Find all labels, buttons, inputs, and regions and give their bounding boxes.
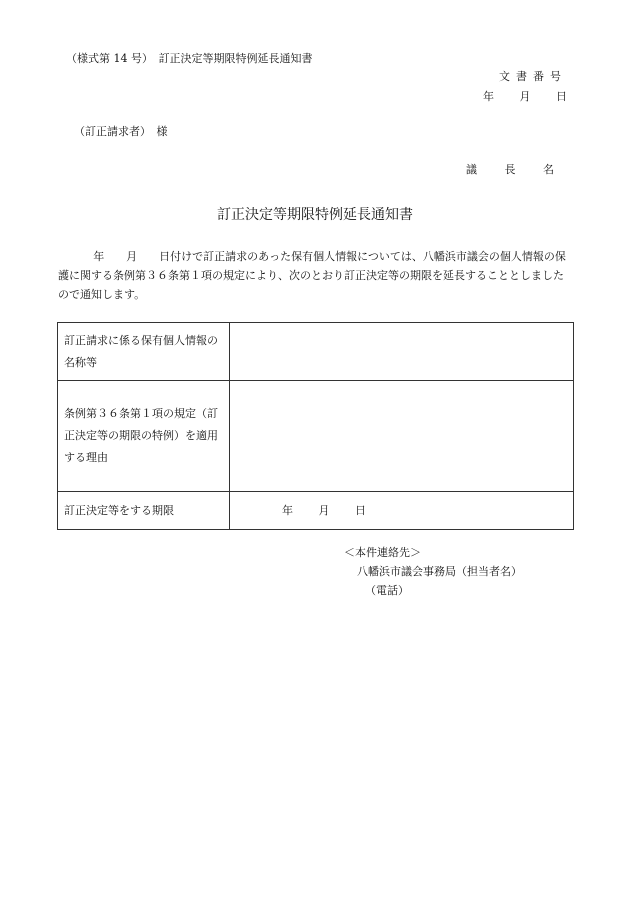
- body-paragraph: 年 月 日付けで訂正請求のあった保有個人情報については、八幡浜市議会の個人情報の保護に関する条例第３６条第１項の規定により、次のとおり訂正決定等の期限を延長することとしましたので通知します。: [58, 250, 566, 301]
- contact-phone: （電話）: [365, 584, 409, 597]
- contact-heading: ＜本件連絡先＞: [344, 546, 421, 559]
- table-row: [58, 381, 574, 492]
- document-number-label: 文書番号: [499, 70, 567, 83]
- row-label: 訂正請求に係る保有個人情報の名称等: [58, 323, 230, 381]
- row-label: 条例第３６条第１項の規定（訂正決定等の期限の特例）を適用する理由: [58, 381, 230, 492]
- info-table: [57, 322, 574, 530]
- row-value: [230, 381, 574, 492]
- row-label: 訂正決定等をする期限: [58, 492, 230, 530]
- table-row: [58, 492, 574, 530]
- document-title: 訂正決定等期限特例延長通知書: [217, 207, 413, 223]
- table-row: [58, 323, 574, 381]
- form-label: （様式第 14 号） 訂正決定等期限特例延長通知書: [66, 52, 313, 65]
- contact-office: 八幡浜市議会事務局（担当者名）: [357, 565, 522, 578]
- row-value: [230, 323, 574, 381]
- deadline-value: 年 月 日: [230, 492, 574, 530]
- addressee: （訂正請求者） 様: [74, 125, 168, 138]
- document-date-label: 年 月 日: [483, 90, 567, 103]
- issuer-name: 議 長 名: [466, 163, 554, 176]
